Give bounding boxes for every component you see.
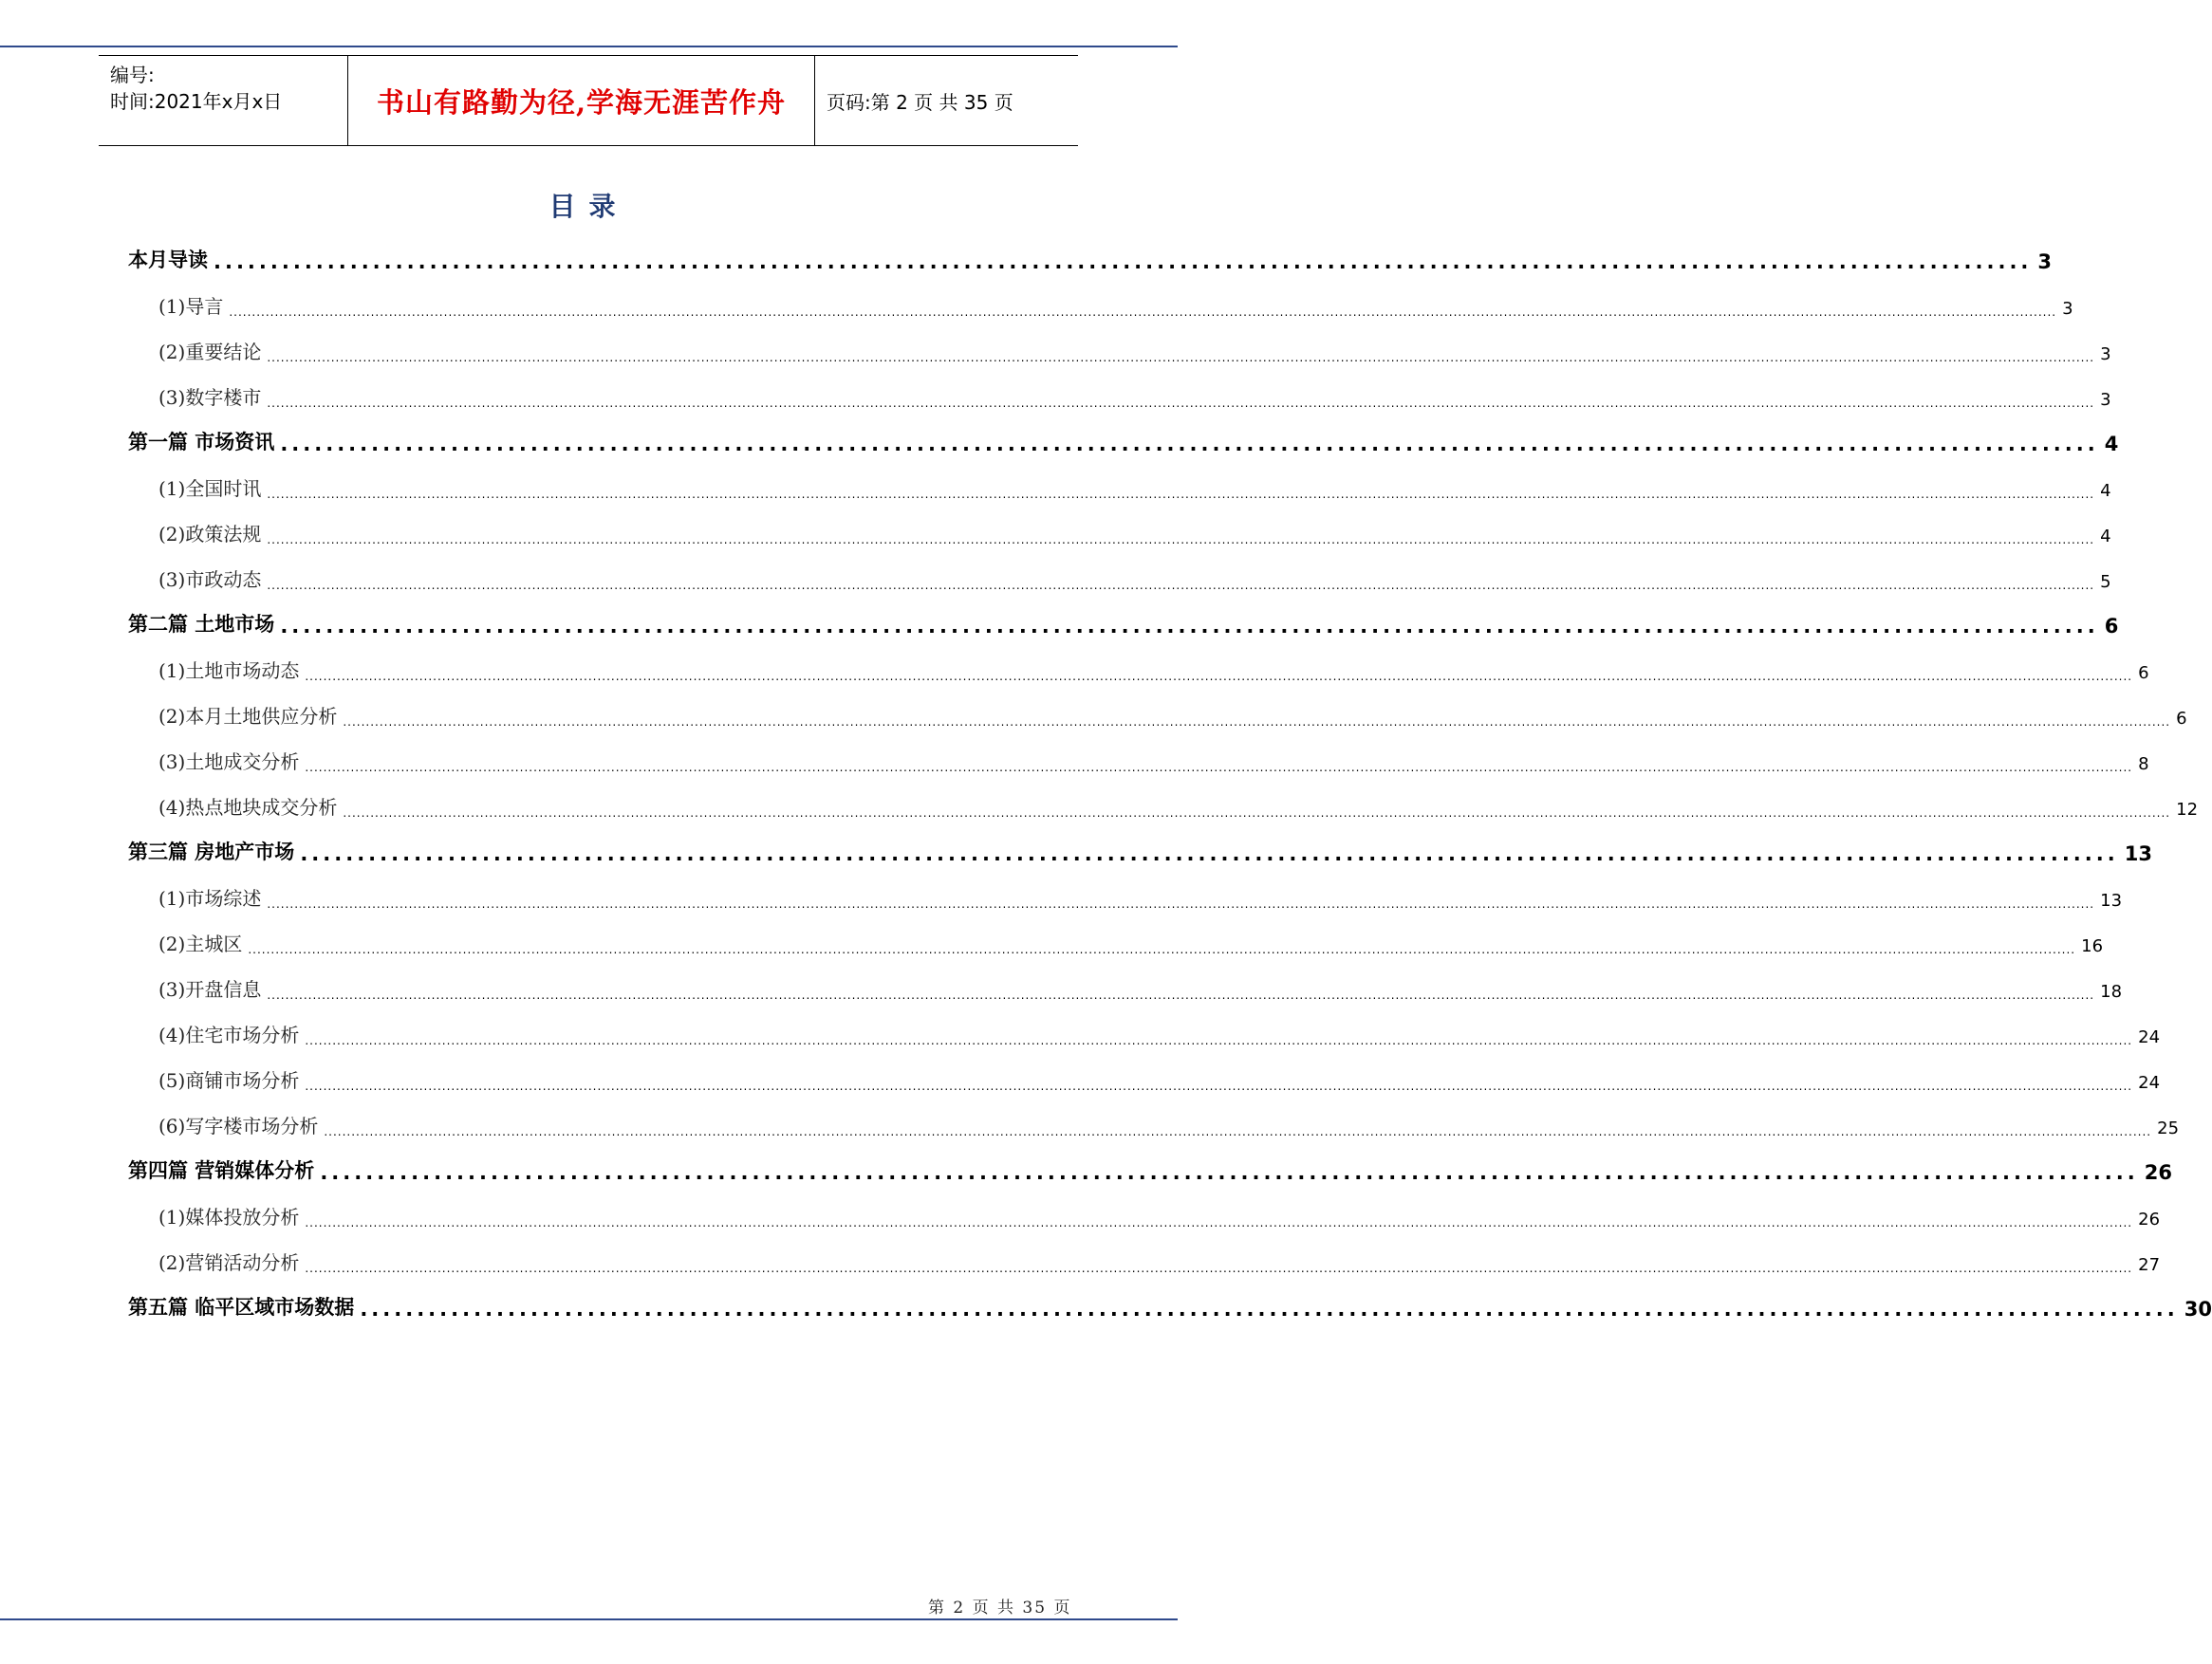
toc-leader-dots: ................................................................................................................................................................ xyxy=(360,1298,2179,1321)
header-rule xyxy=(0,46,1178,47)
toc-section-entry[interactable] xyxy=(128,1055,2161,1100)
header-meta xyxy=(99,56,348,145)
toc-entry-label: (4)热点地块成交分析 xyxy=(158,796,338,819)
toc-entry-label: 第五篇 临平区域市场数据 xyxy=(128,1296,355,1319)
toc-entry-label: (1)市场综述 xyxy=(158,887,262,910)
toc-entry-page: 30 xyxy=(2184,1298,2212,1321)
toc-entry-label: (2)营销活动分析 xyxy=(158,1251,300,1274)
toc-entry-label: 第三篇 房地产市场 xyxy=(128,841,295,863)
toc-entry-page: 13 xyxy=(2124,842,2152,865)
toc-entry-page: 3 xyxy=(2100,344,2111,364)
toc-entry-label: (1)土地市场动态 xyxy=(158,659,300,682)
toc-entry-label: (2)重要结论 xyxy=(158,341,262,363)
header-page-label: 页码:第 2 页 共 35 页 xyxy=(827,90,1013,114)
toc-section-entry[interactable] xyxy=(128,1192,2161,1237)
toc-entry-page: 18 xyxy=(2100,982,2123,1002)
toc-section-entry[interactable] xyxy=(128,782,2199,827)
toc-chapter-entry[interactable] xyxy=(128,1283,2212,1328)
toc-section-entry[interactable] xyxy=(128,873,2123,918)
toc-entry-label: (1)全国时讯 xyxy=(158,477,262,500)
toc-entry-label: (3)土地成交分析 xyxy=(158,750,300,773)
toc-section-entry[interactable] xyxy=(128,281,2073,326)
toc-entry-page: 6 xyxy=(2176,709,2187,729)
toc-entry-label: (1)导言 xyxy=(158,295,224,318)
toc-entry-page: 26 xyxy=(2138,1210,2161,1230)
toc-leader-dots: ................................................................................................................................................................................................................................................................................................................................................................................................................ xyxy=(267,579,2095,592)
toc-chapter-entry[interactable] xyxy=(128,600,2119,645)
toc-leader-dots: ................................................................................................................................................................................................................................................................................................................................................................................................................ xyxy=(248,943,2076,956)
toc-leader-dots: ................................................................................................................................................................................................................................................................................................................................................................................................................ xyxy=(305,1262,2133,1275)
toc-section-entry[interactable] xyxy=(128,1009,2161,1055)
toc-entry-page: 4 xyxy=(2100,481,2111,501)
toc-entry-label: (3)开盘信息 xyxy=(158,978,262,1001)
toc-entry-label: (6)写字楼市场分析 xyxy=(158,1115,319,1137)
toc-leader-dots: ................................................................................................................................................................ xyxy=(280,615,2099,638)
toc-chapter-entry[interactable] xyxy=(128,235,2053,281)
toc-section-entry[interactable] xyxy=(128,918,2104,964)
toc-entry-page: 6 xyxy=(2138,663,2149,683)
toc-section-entry[interactable] xyxy=(128,1237,2161,1283)
toc-entry-page: 16 xyxy=(2081,936,2104,956)
toc-section-entry[interactable] xyxy=(128,463,2111,508)
toc-leader-dots: ................................................................................................................................................................ xyxy=(320,1161,2139,1184)
toc-entry-page: 25 xyxy=(2157,1119,2180,1138)
toc-leader-dots: ................................................................................................................................................................................................................................................................................................................................................................................................................ xyxy=(267,989,2095,1002)
toc-section-entry[interactable] xyxy=(128,691,2187,736)
toc-title: 目录 xyxy=(548,191,629,222)
toc-entry-label: (3)市政动态 xyxy=(158,568,262,591)
toc-entry-label: 本月导读 xyxy=(128,249,208,271)
toc-leader-dots: ................................................................................................................................................................................................................................................................................................................................................................................................................ xyxy=(305,1080,2133,1093)
toc-leader-dots: ................................................................................................................................................................................................................................................................................................................................................................................................................ xyxy=(343,715,2171,729)
toc-leader-dots: ................................................................................................................................................................................................................................................................................................................................................................................................................ xyxy=(267,351,2095,364)
toc-entry-label: (3)数字楼市 xyxy=(158,386,262,409)
toc-leader-dots: ................................................................................................................................................................................................................................................................................................................................................................................................................ xyxy=(324,1125,2152,1138)
toc-entry-label: (2)政策法规 xyxy=(158,523,262,545)
toc-section-entry[interactable] xyxy=(128,964,2123,1009)
toc-section-entry[interactable] xyxy=(128,326,2111,372)
table-of-contents xyxy=(128,235,2212,1328)
toc-leader-dots: ................................................................................................................................................................................................................................................................................................................................................................................................................ xyxy=(305,670,2133,683)
toc-section-entry[interactable] xyxy=(128,372,2111,417)
toc-section-entry[interactable] xyxy=(128,554,2111,600)
toc-entry-label: (4)住宅市场分析 xyxy=(158,1024,300,1046)
toc-leader-dots: ................................................................................................................................................................................................................................................................................................................................................................................................................ xyxy=(343,806,2171,820)
toc-chapter-entry[interactable] xyxy=(128,827,2152,873)
toc-chapter-entry[interactable] xyxy=(128,417,2119,463)
header-table xyxy=(99,55,1078,146)
document-time-label: 时间:2021年x月x日 xyxy=(110,90,283,113)
toc-entry-label: (5)商铺市场分析 xyxy=(158,1069,300,1092)
toc-section-entry[interactable] xyxy=(128,645,2149,691)
toc-leader-dots: ................................................................................................................................................................................................................................................................................................................................................................................................................ xyxy=(229,305,2057,319)
toc-leader-dots: ................................................................................................................................................................................................................................................................................................................................................................................................................ xyxy=(305,1216,2133,1230)
toc-entry-page: 26 xyxy=(2144,1161,2172,1184)
toc-entry-page: 3 xyxy=(2037,250,2053,273)
header-motto: 书山有路勤为径,学海无涯苦作舟 xyxy=(348,56,815,145)
footer-page-number: 第 2 页 共 35 页 xyxy=(928,1599,1072,1618)
toc-entry-label: (2)本月土地供应分析 xyxy=(158,705,338,728)
toc-entry-page: 12 xyxy=(2176,800,2199,820)
toc-entry-label: (1)媒体投放分析 xyxy=(158,1206,300,1229)
toc-entry-page: 6 xyxy=(2104,615,2119,638)
toc-leader-dots: ................................................................................................................................................................ xyxy=(214,250,2033,273)
document-number-label: 编号: xyxy=(110,64,155,86)
footer-rule xyxy=(0,1618,1178,1620)
toc-entry-page: 3 xyxy=(2100,390,2111,410)
toc-leader-dots: ................................................................................................................................................................................................................................................................................................................................................................................................................ xyxy=(267,488,2095,501)
toc-entry-label: 第四篇 营销媒体分析 xyxy=(128,1159,315,1182)
toc-leader-dots: ................................................................................................................................................................................................................................................................................................................................................................................................................ xyxy=(267,897,2095,911)
toc-entry-page: 8 xyxy=(2138,754,2149,774)
toc-entry-page: 4 xyxy=(2104,433,2119,455)
toc-leader-dots: ................................................................................................................................................................................................................................................................................................................................................................................................................ xyxy=(305,1034,2133,1047)
toc-entry-page: 13 xyxy=(2100,891,2123,911)
toc-entry-page: 24 xyxy=(2138,1027,2161,1047)
toc-section-entry[interactable] xyxy=(128,1100,2180,1146)
toc-entry-page: 4 xyxy=(2100,527,2111,546)
toc-section-entry[interactable] xyxy=(128,736,2149,782)
toc-leader-dots: ................................................................................................................................................................................................................................................................................................................................................................................................................ xyxy=(267,397,2095,410)
toc-entry-page: 24 xyxy=(2138,1073,2161,1093)
toc-entry-label: (2)主城区 xyxy=(158,933,243,955)
toc-chapter-entry[interactable] xyxy=(128,1146,2172,1192)
toc-leader-dots: ................................................................................................................................................................ xyxy=(300,842,2119,865)
toc-leader-dots: ................................................................................................................................................................ xyxy=(280,433,2099,455)
toc-entry-page: 5 xyxy=(2100,572,2111,592)
toc-entry-page: 3 xyxy=(2062,299,2073,319)
toc-leader-dots: ................................................................................................................................................................................................................................................................................................................................................................................................................ xyxy=(267,533,2095,546)
toc-entry-page: 27 xyxy=(2138,1255,2161,1275)
toc-section-entry[interactable] xyxy=(128,508,2111,554)
toc-entry-label: 第二篇 土地市场 xyxy=(128,613,275,636)
toc-leader-dots: ................................................................................................................................................................................................................................................................................................................................................................................................................ xyxy=(305,761,2133,774)
toc-entry-label: 第一篇 市场资讯 xyxy=(128,431,275,453)
